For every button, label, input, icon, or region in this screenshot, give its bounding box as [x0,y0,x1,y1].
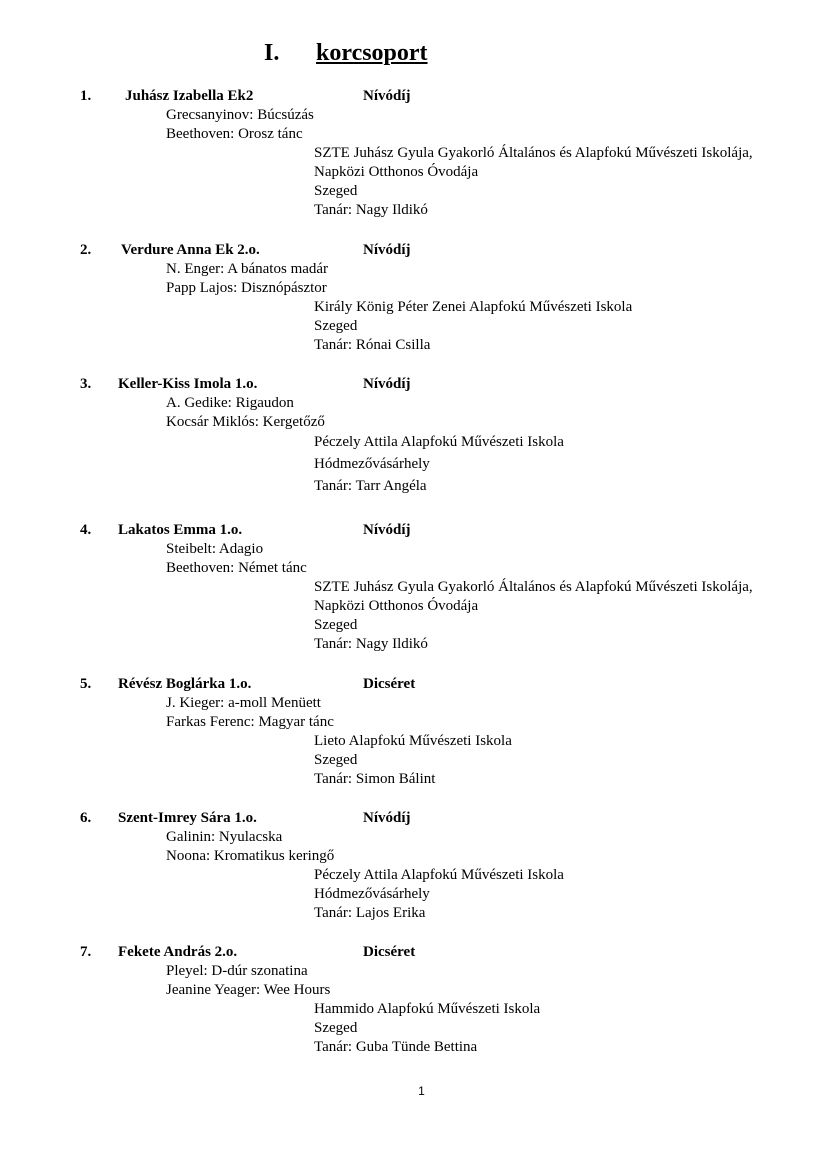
teacher: Tanár: Rónai Csilla [314,337,431,353]
piece-1: J. Kieger: a-moll Menüett [166,695,321,711]
entry-award: Nívódíj [363,810,411,826]
entry-name: Fekete András 2.o. [118,944,238,960]
group-roman-numeral: I. [264,40,280,66]
school-line-1: Hammido Alapfokú Művészeti Iskola [314,1001,541,1017]
entry-name: Verdure Anna Ek 2.o. [121,242,260,258]
entry-number: 6. [80,810,92,826]
entry-name: Juhász Izabella Ek2 [125,88,254,104]
entry-award: Dicséret [363,676,416,692]
city: Szeged [314,1020,358,1036]
piece-1: Grecsanyinov: Búcsúzás [166,107,314,123]
school-line-1: Péczely Attila Alapfokú Művészeti Iskola [314,434,564,450]
group-title: korcsoport [316,40,428,66]
piece-1: N. Enger: A bánatos madár [166,261,329,277]
piece-1: Steibelt: Adagio [166,541,264,557]
piece-2: Jeanine Yeager: Wee Hours [166,982,331,998]
entry-number: 1. [80,88,92,104]
piece-1: Pleyel: D-dúr szonatina [166,963,308,979]
piece-2: Kocsár Miklós: Kergetőző [166,414,325,430]
entry-award: Nívódíj [363,88,411,104]
entry-number: 7. [80,944,92,960]
teacher: Tanár: Tarr Angéla [314,478,427,494]
city: Hódmezővásárhely [314,456,430,472]
entry-award: Dicséret [363,944,416,960]
city: Hódmezővásárhely [314,886,430,902]
city: Szeged [314,318,358,334]
school-line-1: SZTE Juhász Gyula Gyakorló Általános és Alapfokú Művészeti Iskolája, [314,579,753,595]
school-line-1: Lieto Alapfokú Művészeti Iskola [314,733,512,749]
entry-award: Nívódíj [363,376,411,392]
entry-award: Nívódíj [363,522,411,538]
teacher: Tanár: Simon Bálint [314,771,436,787]
teacher: Tanár: Nagy Ildikó [314,636,428,652]
teacher: Tanár: Nagy Ildikó [314,202,428,218]
entry-number: 5. [80,676,92,692]
city: Szeged [314,183,358,199]
page-title [264,40,428,67]
school-line-2: Napközi Otthonos Óvodája [314,598,479,614]
entry-award: Nívódíj [363,242,411,258]
piece-2: Farkas Ferenc: Magyar tánc [166,714,334,730]
school-line-1: Király König Péter Zenei Alapfokú Művészeti Iskola [314,299,633,315]
entry-name: Szent-Imrey Sára 1.o. [118,810,257,826]
entry-name: Keller-Kiss Imola 1.o. [118,376,258,392]
piece-2: Beethoven: Német tánc [166,560,307,576]
entry-number: 2. [80,242,92,258]
entry-number: 4. [80,522,92,538]
piece-2: Papp Lajos: Disznópásztor [166,280,327,296]
teacher: Tanár: Lajos Erika [314,905,426,921]
entry-number: 3. [80,376,92,392]
page-number: 1 [418,1084,425,1098]
teacher: Tanár: Guba Tünde Bettina [314,1039,478,1055]
piece-1: A. Gedike: Rigaudon [166,395,294,411]
piece-2: Beethoven: Orosz tánc [166,126,303,142]
piece-1: Galinin: Nyulacska [166,829,283,845]
school-line-1: Péczely Attila Alapfokú Művészeti Iskola [314,867,564,883]
city: Szeged [314,617,358,633]
school-line-1: SZTE Juhász Gyula Gyakorló Általános és Alapfokú Művészeti Iskolája, [314,145,753,161]
entry-name: Révész Boglárka 1.o. [118,676,252,692]
city: Szeged [314,752,358,768]
school-line-2: Napközi Otthonos Óvodája [314,164,479,180]
entry-name: Lakatos Emma 1.o. [118,522,243,538]
piece-2: Noona: Kromatikus keringő [166,848,335,864]
